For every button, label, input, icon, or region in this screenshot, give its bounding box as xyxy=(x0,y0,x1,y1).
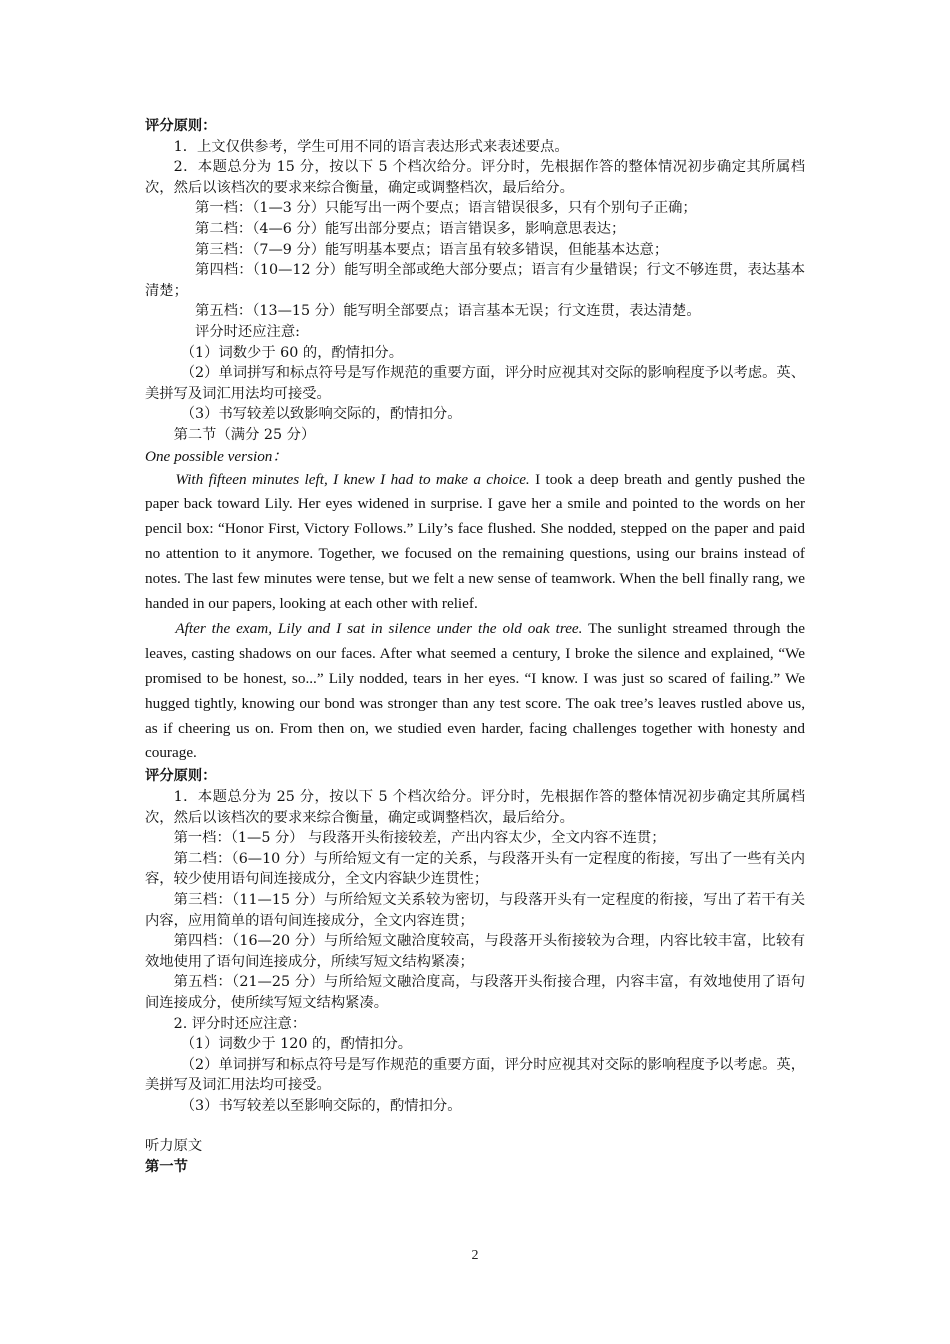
level-item: 第一档：（1—5 分） 与段落开头衔接较差，产出内容太少，全文内容不连贯； xyxy=(173,830,666,847)
note-item: （3）书写较差以至影响交际的，酌情扣分。 xyxy=(180,1097,462,1114)
essay-label: One possible version： xyxy=(145,447,288,465)
scoring-note-3: 1．本题总分为 25 分，按以下 5 个档次给分。评分时，先根据作答的整体情况初步确定其所属档次，然后以该档次的要求来综合衡量，确定或调整档次，最后给分。 xyxy=(145,788,805,826)
level-item: 第一档：（1—3 分）只能写出一两个要点；语言错误很多，只有个别句子正确； xyxy=(195,200,697,217)
essay-paragraph-2-lead: After the exam, Lily and I sat in silence under the old oak tree. xyxy=(175,619,583,637)
level-item: 第四档：（16—20 分）与所给短文融洽度较高，与段落开头衔接较为合理，内容比较丰富，比较有效地使用了语句间连接成分，所续写短文结构紧凑； xyxy=(145,933,805,970)
scoring-note-1: 1．上文仅供参考，学生可用不同的语言表达形式来表述要点。 xyxy=(173,138,569,155)
scoring-principles-heading: 评分原则： xyxy=(145,118,217,134)
part-two-title: 第二节（满分 25 分） xyxy=(173,426,316,443)
level-item: 第四档：（10—12 分）能写明全部或绝大部分要点；语言有少量错误；行文不够连贯，表达基本清楚； xyxy=(145,262,805,299)
page-number: 2 xyxy=(471,1248,479,1263)
scoring-principles-heading-2: 评分原则： xyxy=(145,768,217,785)
spacer xyxy=(145,1116,805,1136)
level-item: 第三档：（7—9 分）能写明基本要点；语言虽有较多错误，但能基本达意； xyxy=(195,241,669,258)
note-item: （3）书写较差以致影响交际的，酌情扣分。 xyxy=(180,406,462,423)
level-item: 第三档：（11—15 分）与所给短文关系较为密切，与段落开头有一定程度的衔接，写出了若干有关内容，应用简单的语句间连接成分，全文内容连贯； xyxy=(145,891,805,929)
note-item: （2）单词拼写和标点符号是写作规范的重要方面，评分时应视其对交际的影响程度予以考虑。英、美拼写及词汇用法均可接受。 xyxy=(145,365,805,402)
essay-paragraph-1-lead: With fifteen minutes left, I knew I had to make a choice. xyxy=(175,470,530,488)
listening-title: 听力原文 xyxy=(145,1138,203,1155)
note-item: （1）词数少于 120 的，酌情扣分。 xyxy=(180,1036,413,1053)
note-heading: 2. 评分时还应注意： xyxy=(173,1015,307,1032)
note-item: （2）单词拼写和标点符号是写作规范的重要方面，评分时应视其对交际的影响程度予以考虑。英，美拼写及词汇用法均可接受。 xyxy=(145,1056,805,1094)
level-item: 第五档：（21—25 分）与所给短文融洽度高，与段落开头衔接合理，内容丰富，有效地使用了语句间连接成分，使所续写短文结构紧凑。 xyxy=(145,974,805,1011)
level-item: 第五档：（13—15 分）能写明全部要点；语言基本无误；行文连贯，表达清楚。 xyxy=(195,303,701,320)
scoring-note-2: 2．本题总分为 15 分，按以下 5 个档次给分。评分时，先根据作答的整体情况初步确定其所属档次，然后以该档次的要求来综合衡量，确定或调整档次，最后给分。 xyxy=(145,159,805,196)
level-item: 第二档：（4—6 分）能写出部分要点；语言错误多，影响意思表达； xyxy=(195,220,626,237)
essay-paragraph-1 xyxy=(145,468,805,617)
note-item: （1）词数少于 60 的，酌情扣分。 xyxy=(180,344,403,361)
essay-paragraph-2-body: The sunlight streamed through the leaves, casting shadows on our faces. After what seemed a century, I broke the silence and explained, “We promised to be honest, so...” Lily nodded, tears in her eyes. “I know. I was just so scared of failing.” We hugged tightly, knowing our bond was stronger than any test score. The oak tree’s leaves rustled above us, as if cheering us on. From then on, we studied even harder, facing challenges together with honesty and courage. xyxy=(145,619,805,762)
listening-subtitle: 第一节 xyxy=(145,1159,188,1176)
level-item: 第二档：（6—10 分）与所给短文有一定的关系，与段落开头有一定程度的衔接，写出了一些有关内容，较少使用语句间连接成分，全文内容缺少连贯性； xyxy=(145,850,805,888)
essay-paragraph-2 xyxy=(145,617,805,766)
essay-paragraph-1-body: I took a deep breath and gently pushed the paper back toward Lily. Her eyes widened in surprise. I gave her a smile and pointed to the words on her pencil box: “Honor First, Victory Follows.” Lily’s face flushed. She nodded, stepped on the paper and paid no attention to it anymore. Together, we focused on the remaining questions, using our brains instead of notes. The last few minutes were tense, but we felt a new sense of teamwork. When the bell finally rang, we handed in our papers, looking at each other with relief. xyxy=(145,470,805,613)
note-heading: 评分时还应注意: xyxy=(195,323,300,340)
page-content xyxy=(145,116,805,1178)
